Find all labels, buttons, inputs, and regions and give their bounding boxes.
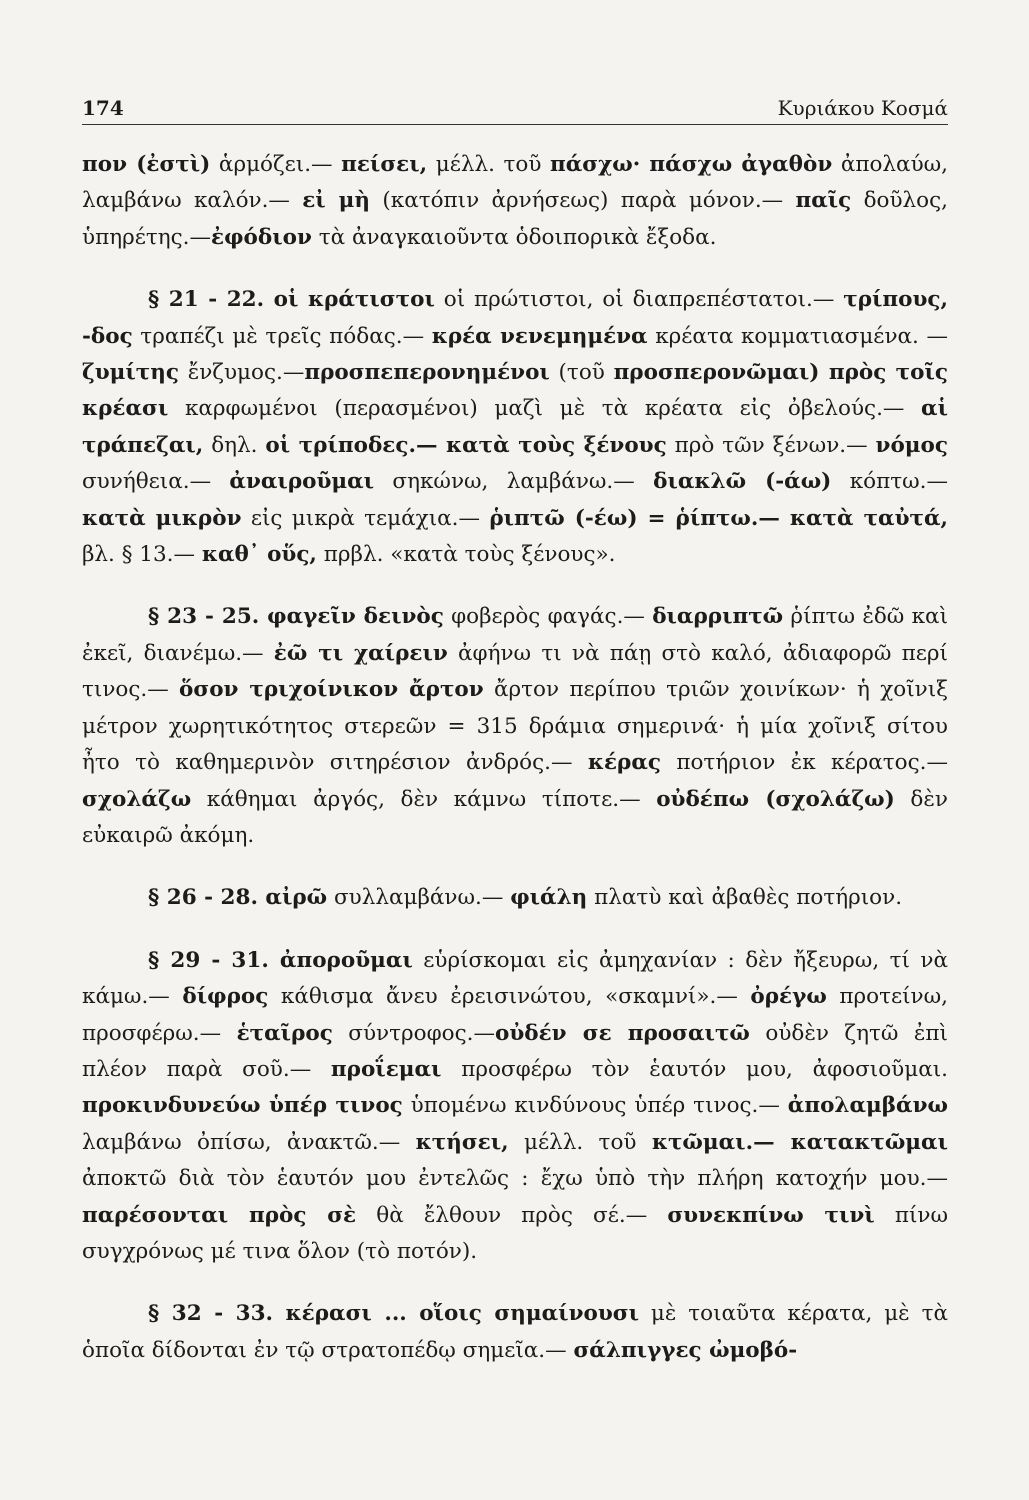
headword: συνεκπίνω τινὶ <box>667 1202 875 1228</box>
gloss-text: δὲν εὐκαιρῶ ἀκόμη. <box>82 786 948 848</box>
gloss-text: σύντροφος.— <box>332 1020 495 1046</box>
headword: § 23 - 25. φαγεῖν δεινὸς <box>148 604 444 630</box>
headword: κτῶμαι.— κατακτῶμαι <box>651 1129 948 1155</box>
gloss-text: ἁρμόζει.— <box>210 152 342 177</box>
headword: ὀρέγω <box>750 984 827 1010</box>
headword: ἀπολαμβάνω <box>787 1093 948 1119</box>
page-header <box>82 96 948 125</box>
headword: πείσει, <box>341 152 428 177</box>
gloss-text: ἔνζυμος.— <box>178 360 305 386</box>
headword: σχολάζω <box>82 786 192 812</box>
gloss-text: φοβερὸς φαγάς.— <box>443 604 653 630</box>
gloss-text: εὑρίσκομαι εἰς ἀμηχανίαν : δὲν ἤξευρω, τί νὰ κάμω.— <box>82 947 948 1010</box>
headword: κτήσει, <box>415 1129 509 1155</box>
gloss-text: βλ. § 13.— <box>82 542 202 568</box>
headword: οἱ τρίποδες.— κατὰ τοὺς ξένους <box>265 432 667 458</box>
gloss-text: προτείνω, προσφέρω.— <box>82 984 948 1046</box>
headword: ὅσον τριχοίνικον ἄρτον <box>179 677 484 703</box>
gloss-text: πρβλ. «κατὰ τοὺς ξένους». <box>316 542 616 568</box>
headword: φιάλη <box>510 885 588 911</box>
headword: διαρριπτῶ <box>652 604 784 630</box>
paragraph <box>82 943 948 1271</box>
gloss-text: θὰ ἔλθουν πρὸς σέ.— <box>356 1202 668 1228</box>
headword: προσπερονῶμαι) πρὸς τοῖς κρέασι <box>82 360 948 422</box>
gloss-text: ἀπολαύω, λαμβάνω καλόν.— <box>82 152 949 214</box>
gloss-text: δηλ. <box>203 432 266 458</box>
headword: οὐδέν σε προσαιτῶ <box>494 1020 750 1046</box>
headword: πάσχω· πάσχω ἀγαθὸν <box>549 152 833 177</box>
headword: ἀναιροῦμαι <box>229 469 375 495</box>
gloss-text: κάθημαι ἀργός, δὲν κάμνω τίποτε.— <box>191 786 657 812</box>
headword: κέρας <box>587 750 661 776</box>
headword: προσπεπερονημένοι <box>304 360 550 386</box>
headword: παρέσονται πρὸς σὲ <box>82 1202 357 1228</box>
page-number: 174 <box>82 96 124 120</box>
paragraph <box>82 599 948 854</box>
headword: αἱ τράπεζαι, <box>82 396 948 458</box>
gloss-text: εἰς μικρὰ τεμάχια.— <box>241 505 490 531</box>
gloss-text: προσφέρω τὸν ἑαυτόν μου, ἀφοσιοῦμαι. <box>441 1056 948 1082</box>
gloss-text: ὑπομένω κινδύνους ὑπέρ τινος.— <box>402 1093 788 1119</box>
headword: κρέα νενεμημένα <box>431 323 648 349</box>
paragraph <box>82 282 948 573</box>
gloss-text: ποτήριον ἐκ κέρατος.— <box>660 750 948 776</box>
headword: κατὰ μικρὸν <box>82 505 242 531</box>
gloss-text: πλατὺ καὶ ἀβαθὲς ποτήριον. <box>587 885 903 911</box>
gloss-text: κάθισμα ἄνευ ἐρεισινώτου, «σκαμνί».— <box>268 984 751 1010</box>
headword: τρίπους, -δος <box>82 287 948 349</box>
headword: ἐφόδιον <box>211 224 312 250</box>
headword: § 32 - 33. κέρασι ... οἵοις σημαίνουσι <box>148 1301 639 1327</box>
gloss-text: πίνω συγχρόνως μέ τινα ὅλον (τὸ ποτόν). <box>82 1202 948 1264</box>
gloss-text: οἱ πρώτιστοι, οἱ διαπρεπέστατοι.— <box>434 287 844 313</box>
headword: παῖς <box>795 188 852 214</box>
headword: οὐδέπω (σχολάζω) <box>656 786 895 812</box>
gloss-text: ἀφήνω τι νὰ πάῃ στὸ καλό, ἀδιαφορῶ περί τινος.— <box>82 640 948 703</box>
gloss-text: συλλαμβάνω.— <box>327 885 511 911</box>
headword: καθ᾽ οὕς, <box>201 542 317 568</box>
headword: § 21 - 22. οἱ κράτιστοι <box>148 287 435 313</box>
gloss-text: τὰ ἀναγκαιοῦντα ὁδοιπορικὰ ἔξοδα. <box>311 224 717 250</box>
headword: διακλῶ (-άω) <box>653 469 832 495</box>
gloss-text: μὲ τοιαῦτα κέρατα, μὲ τὰ ὁποῖα δίδονται ἐν τῷ στρατοπέδῳ σημεῖα.— <box>82 1301 948 1363</box>
headword: πον (ἐστὶ) <box>82 152 211 177</box>
gloss-text: κόπτω.— <box>831 469 948 495</box>
headword: δίφρος <box>182 984 269 1010</box>
gloss-text: τραπέζι μὲ τρεῖς πόδας.— <box>132 323 432 349</box>
headword: § 29 - 31. ἀποροῦμαι <box>148 947 413 973</box>
gloss-text: λαμβάνω ὀπίσω, ἀνακτῶ.— <box>82 1129 416 1155</box>
gloss-text: ἀποκτῶ διὰ τὸν ἑαυτόν μου ἐντελῶς : ἔχω ὑπὸ τὴν πλήρη κατοχήν μου.— <box>82 1166 948 1192</box>
headword: νόμος <box>875 432 948 458</box>
gloss-text: ῥίπτω ἐδῶ καὶ ἐκεῖ, διανέμω.— <box>82 604 948 666</box>
paragraph <box>82 1296 948 1369</box>
gloss-text: (τοῦ <box>549 360 614 386</box>
gloss-text: κρέατα κομματιασμένα. — <box>647 323 948 349</box>
body-text <box>82 147 948 1369</box>
gloss-text: μέλλ. τοῦ <box>508 1129 652 1155</box>
paragraph <box>82 880 948 916</box>
headword: προκινδυνεύω ὑπέρ τινος <box>82 1093 403 1119</box>
gloss-text: μέλλ. τοῦ <box>427 152 550 177</box>
headword: προΐεμαι <box>330 1056 442 1082</box>
gloss-text: συνήθεια.— <box>82 469 230 495</box>
gloss-text: ἄρτον περίπου τριῶν χοινίκων· ἡ χοῖνιξ μέτρον χωρητικότητος στερεῶν = 315 δράμια σημερινά· ἡ μία χοῖνιξ σίτου ἦτο τὸ καθημερινὸν σιτηρέσιον ἀνδρός.— <box>82 677 948 776</box>
headword: εἰ μὴ <box>302 188 371 214</box>
headword: ζυμίτης <box>82 360 179 386</box>
headword: ῥιπτῶ (-έω) = ῥίπτω.— κατὰ ταὐτά, <box>489 505 948 531</box>
page <box>82 96 948 1369</box>
headword: § 26 - 28. αἰρῶ <box>148 885 328 911</box>
gloss-text: οὐδὲν ζητῶ ἐπὶ πλέον παρὰ σοῦ.— <box>82 1020 948 1082</box>
paragraph <box>82 147 948 256</box>
headword: ἑταῖρος <box>236 1020 333 1046</box>
gloss-text: δοῦλος, ὑπηρέτης.— <box>82 188 948 250</box>
gloss-text: σηκώνω, λαμβάνω.— <box>374 469 654 495</box>
gloss-text: πρὸ τῶν ξένων.— <box>666 432 876 458</box>
headword: σάλπιγγες ὠμοβό- <box>573 1337 798 1363</box>
gloss-text: (κατόπιν ἀρνήσεως) παρὰ μόνον.— <box>370 188 796 214</box>
gloss-text: καρφωμένοι (περασμένοι) μαζὶ μὲ τὰ κρέατα εἰς ὀβελούς.— <box>168 396 922 422</box>
headword: ἐῶ τι χαίρειν <box>273 640 448 666</box>
running-title: Κυριάκου Κοσμά <box>777 96 948 120</box>
